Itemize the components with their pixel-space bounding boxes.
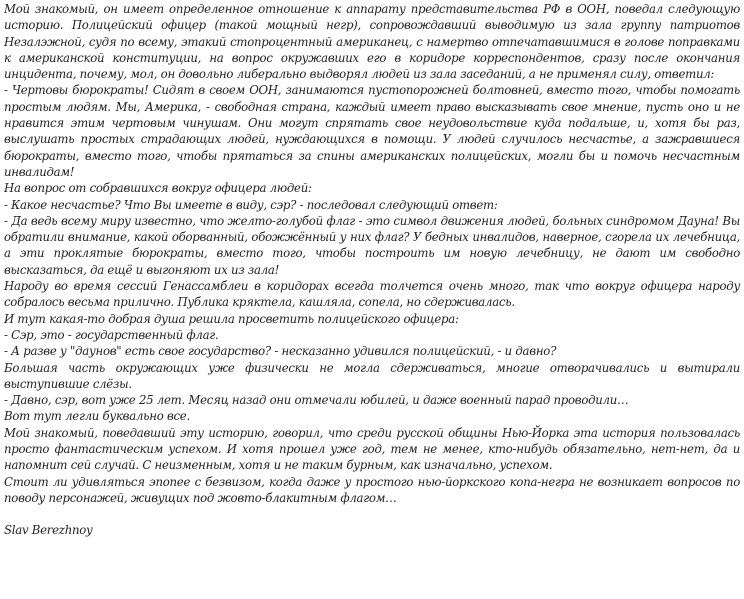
paragraph-success: Мой знакомый, поведавший эту историю, говорил, что среди русской общины Нью-Йорка эта история пользовалась просто фантастическим успехом. И хотя прошел уже год, тем не менее, кто-нибудь обязательно, нет-нет, да и напомнит сей случай. С неизменным, хотя и не таким бурным, как изначально, успехом. [4,425,740,473]
paragraph-25-years: - Давно, сэр, вот уже 25 лет. Месяц назад они отмечали юбилей, и даже военный парад проводили… [4,393,629,408]
paragraph-state-flag: - Сэр, это - государственный флаг. [4,327,219,342]
paragraph-downs-state: - А разве у "даунов" есть свое государство? - несказанно удивился полицейский, - и давно? [4,344,557,359]
paragraph-officer-answer: - Чертовы бюрократы! Сидят в своем ООН, занимаются пустопорожней болтовней, вместо того, чтобы помогать простым людям. Мы, Америка, - свободная страна, каждый имеет право высказывать свое мнение, пусть оно и не нравится этим чертовым чинушам. Они могут спрятать свое неудовольствие куда подальше, и, хотя бы раз, выслушать простых страдающих людей, нуждающихся в помощи. У людей случилось несчастье, а зажравшиеся бюрократы, вместо того, чтобы прятаться за спины американских полицейских, могли бы и помочь несчастным инвалидам! [4,83,740,179]
author-signature: Slav Berezhnoy [4,523,93,538]
paragraph-flag-explanation: - Да ведь всему миру известно, что желто-голубой флаг - это символ движения людей, больных синдромом Дауна! Вы обратили внимание, какой оборванный, обожжённый у них флаг? У бедных инвалидов, наверное, сгорела их лечебница, а эти проклятые бюрократы, вместо того, чтобы построить им новую лечебницу, не дают им свободно высказаться, да ещё и выгоняют их из зала! [4,213,740,277]
spacer [4,506,740,522]
paragraph-what-misfortune: - Какое несчастье? Что Вы имеете в виду, сэр? - последовал следующий ответ: [4,197,498,212]
paragraph-conclusion: Стоит ли удивляться эпопее с безвизом, когда даже у простого нью-йоркского копа-негра не возникает вопросов по поводу персонажей, живущих под жовто-блакитным флагом… [4,474,740,505]
paragraph-question: На вопрос от собравшихся вокруг офицера людей: [4,181,312,196]
paragraph-everyone-laughed: Вот тут легли буквально все. [4,409,190,424]
paragraph-intro: Мой знакомый, он имеет определенное отношение к аппарату представительства РФ в ООН, поведал следующую историю. Полицейский офицер (такой мощный негр), сопровождавший выводимую из зала группу патриотов Незалэжной, судя по всему, этакий стопроцентный американец, с намертво отпечатавшимися в голове поправками к американской конституции, на вопрос окружавших его в коридоре корреспондентов, сразу после окончания инцидента, почему, мол, он довольно либерально выдворял людей из зала заседаний, а не применял силу, ответил: [4,2,740,82]
paragraph-kind-soul: И тут какая-то добрая душа решила просветить полицейского офицера: [4,311,459,326]
paragraph-tears: Большая часть окружающих уже физически не могла сдерживаться, многие отворачивались и вытирали выступившие слёзы. [4,360,740,391]
paragraph-crowd: Народу во время сессий Генассамблеи в коридорах всегда толчется очень много, так что вокруг офицера народу собралось весьма прилично. Публика кряктела, кашляла, сопела, но сдерживалась. [4,279,740,310]
